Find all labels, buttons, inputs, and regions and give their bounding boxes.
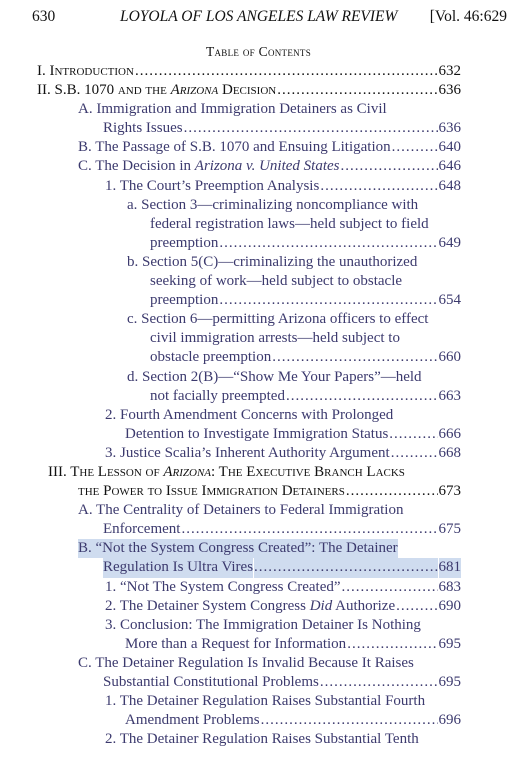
entry-title	[78, 157, 340, 176]
dot-leader	[254, 558, 437, 577]
entry-case-name: Arizona	[170, 82, 219, 99]
entry-title	[127, 310, 428, 329]
entry-title	[105, 692, 425, 711]
entry-title	[150, 329, 400, 348]
entry-text: 1. The Court’s Preemption Analysis	[105, 177, 320, 194]
table-of-contents	[0, 62, 517, 749]
dot-leader	[219, 291, 437, 310]
entry-text: 3. Justice Scalia’s Inherent Authority Argument	[105, 444, 390, 461]
entry-text: not facially preempted	[150, 387, 285, 404]
toc-entry[interactable]	[0, 62, 517, 81]
entry-text: I. Introduction	[37, 63, 134, 79]
entry-text: 2. The Detainer System Congress	[105, 597, 310, 614]
entry-title	[105, 597, 395, 616]
entry-text: federal registration laws—held subject to field	[150, 215, 429, 232]
toc-entry[interactable]	[0, 730, 517, 749]
dot-leader	[135, 62, 438, 81]
entry-page-number: 681	[439, 558, 462, 577]
entry-page-number: 668	[438, 444, 461, 461]
entry-case-name: Did	[309, 597, 333, 614]
entry-page-number: 636	[438, 120, 461, 137]
entry-case-name: Arizona v. United States	[194, 158, 340, 175]
toc-entry[interactable]	[0, 138, 517, 157]
entry-title	[150, 215, 429, 234]
toc-entry[interactable]	[0, 253, 517, 310]
toc-entry[interactable]	[0, 501, 517, 539]
entry-text: 1. The Detainer Regulation Raises Substantial Fourth	[105, 693, 426, 710]
entry-page-number: 648	[438, 177, 461, 194]
entry-text: A. Immigration and Immigration Detainers as Civil	[78, 101, 387, 118]
entry-title	[150, 291, 218, 310]
toc-entry[interactable]	[0, 368, 517, 406]
entry-text: 3. Conclusion: The Immigration Detainer Is Nothing	[105, 616, 421, 633]
dot-leader	[286, 387, 438, 406]
entry-title	[78, 100, 387, 119]
dot-leader	[391, 444, 438, 463]
dot-leader	[347, 635, 437, 654]
entry-page-number: 695	[438, 674, 461, 690]
dot-leader	[272, 348, 437, 367]
dot-leader	[320, 673, 438, 692]
toc-entry[interactable]	[0, 463, 517, 501]
entry-text: b. Section 5(C)—criminalizing the unauthorized	[127, 253, 418, 270]
dot-leader	[181, 520, 437, 539]
entry-page-number: 654	[438, 292, 461, 309]
entry-page-number: 673	[438, 483, 461, 500]
entry-title	[150, 348, 271, 367]
entry-text: c. Section 6—permitting Arizona officers to effect	[127, 311, 429, 328]
entry-page-number: 632	[438, 63, 461, 79]
entry-text: III. The Lesson of	[48, 463, 164, 480]
dot-leader	[341, 157, 438, 176]
entry-text: a. Section 3—criminalizing noncompliance with	[127, 196, 419, 213]
toc-heading: Table of Contents	[205, 44, 312, 59]
entry-page-number: 636	[438, 82, 461, 99]
entry-text: obstacle preemption	[150, 349, 272, 366]
entry-text: civil immigration arrests—held subject to	[150, 330, 400, 347]
entry-text: preemption	[150, 292, 219, 309]
entry-page-number: 683	[438, 578, 461, 595]
toc-entry[interactable]	[0, 196, 517, 253]
entry-text: B. The Passage of S.B. 1070 and Ensuing Litigation	[78, 139, 391, 156]
entry-title	[48, 463, 405, 482]
entry-title	[37, 62, 134, 81]
entry-title	[78, 501, 403, 520]
entry-page-number: 666	[438, 425, 461, 442]
entry-title	[127, 196, 418, 215]
toc-entry[interactable]	[0, 157, 517, 176]
dot-leader	[342, 578, 438, 597]
entry-text: II. S.B. 1070 and the	[37, 82, 171, 99]
entry-title	[127, 368, 422, 387]
entry-title	[125, 635, 346, 654]
volume-citation: [Vol. 46:629	[429, 8, 507, 25]
entry-text: A. The Centrality of Detainers to Federal Immigration	[78, 502, 404, 519]
entry-case-name: Arizona	[163, 463, 212, 480]
entry-title	[105, 730, 419, 749]
entry-text: Detention to Investigate Immigration Status	[125, 425, 389, 442]
entry-page-number: 696	[438, 712, 461, 729]
entry-text: Rights Issues	[103, 120, 183, 137]
toc-entry[interactable]	[0, 597, 517, 616]
entry-text: : The Executive Branch Lacks	[211, 463, 405, 480]
dot-leader	[219, 234, 437, 253]
entry-text: the Power to Issue Immigration Detainers	[78, 483, 345, 500]
entry-page-number: 640	[438, 139, 461, 156]
toc-entry[interactable]	[0, 406, 517, 444]
entry-title	[105, 177, 319, 196]
toc-entry[interactable]	[0, 100, 517, 138]
entry-page-number: 649	[438, 234, 461, 251]
dot-leader	[392, 138, 438, 157]
entry-text: Amendment Problems	[125, 712, 260, 729]
entry-title	[105, 406, 393, 425]
dot-leader	[320, 177, 437, 196]
entry-text: More than a Request for Information	[125, 635, 347, 652]
entry-title	[103, 119, 183, 138]
entry-text: Substantial Constitutional Problems	[103, 674, 319, 690]
entry-title	[78, 482, 345, 501]
entry-title	[127, 253, 417, 272]
entry-title	[150, 387, 285, 406]
toc-entry[interactable]	[0, 616, 517, 654]
entry-title	[105, 578, 341, 597]
running-header	[32, 8, 507, 30]
entry-text: Enforcement	[103, 521, 181, 538]
entry-title	[125, 425, 388, 444]
page-number: 630	[32, 8, 56, 25]
entry-text: 1. “Not The System Congress Created”	[105, 578, 341, 595]
dot-leader	[389, 425, 437, 444]
entry-text: preemption	[150, 234, 219, 251]
entry-title	[125, 711, 260, 730]
entry-text: seeking of work—held subject to obstacle	[150, 273, 403, 290]
toc-entry[interactable]	[0, 177, 517, 196]
dot-leader	[346, 482, 438, 501]
entry-title	[150, 272, 402, 291]
dot-leader	[261, 711, 438, 730]
entry-page-number: 690	[438, 597, 461, 614]
entry-title	[37, 81, 276, 100]
toc-entry[interactable]	[0, 654, 517, 692]
entry-text: Authorize	[332, 597, 396, 614]
entry-page-number: 675	[438, 521, 461, 538]
entry-text: 2. Fourth Amendment Concerns with Prolonged	[105, 406, 394, 423]
entry-text: Regulation Is Ultra Vires	[103, 559, 254, 576]
entry-text: d. Section 2(B)—“Show Me Your Papers”—held	[127, 368, 422, 385]
toc-entry[interactable]	[0, 539, 517, 577]
entry-text: B. “Not the System Congress Created”: The Detainer	[78, 540, 398, 557]
entry-page-number: 660	[438, 349, 461, 366]
entry-title	[78, 138, 391, 157]
entry-text: C. The Detainer Regulation Is Invalid Because It Raises	[78, 654, 414, 671]
entry-title	[78, 539, 398, 558]
toc-entry[interactable]	[0, 692, 517, 730]
entry-title	[103, 673, 319, 692]
dot-leader	[277, 81, 437, 100]
dot-leader	[184, 119, 438, 138]
entry-text: Decision	[218, 82, 277, 99]
toc-entry[interactable]	[0, 444, 517, 463]
entry-title	[103, 520, 180, 539]
entry-text: 2. The Detainer Regulation Raises Substantial Tenth	[105, 731, 419, 748]
toc-entry[interactable]	[0, 578, 517, 597]
entry-text: C. The Decision in	[78, 158, 195, 175]
entry-page-number: 663	[438, 387, 461, 404]
entry-page-number: 646	[438, 158, 461, 175]
journal-title: LOYOLA OF LOS ANGELES LAW REVIEW	[120, 8, 398, 25]
entry-title	[103, 558, 253, 577]
entry-page-number: 695	[438, 635, 461, 652]
entry-title	[105, 444, 390, 463]
toc-entry[interactable]	[0, 310, 517, 367]
dot-leader	[396, 597, 437, 616]
toc-entry[interactable]	[0, 81, 517, 100]
entry-title	[150, 234, 218, 253]
entry-title	[78, 654, 414, 673]
entry-title	[105, 616, 421, 635]
